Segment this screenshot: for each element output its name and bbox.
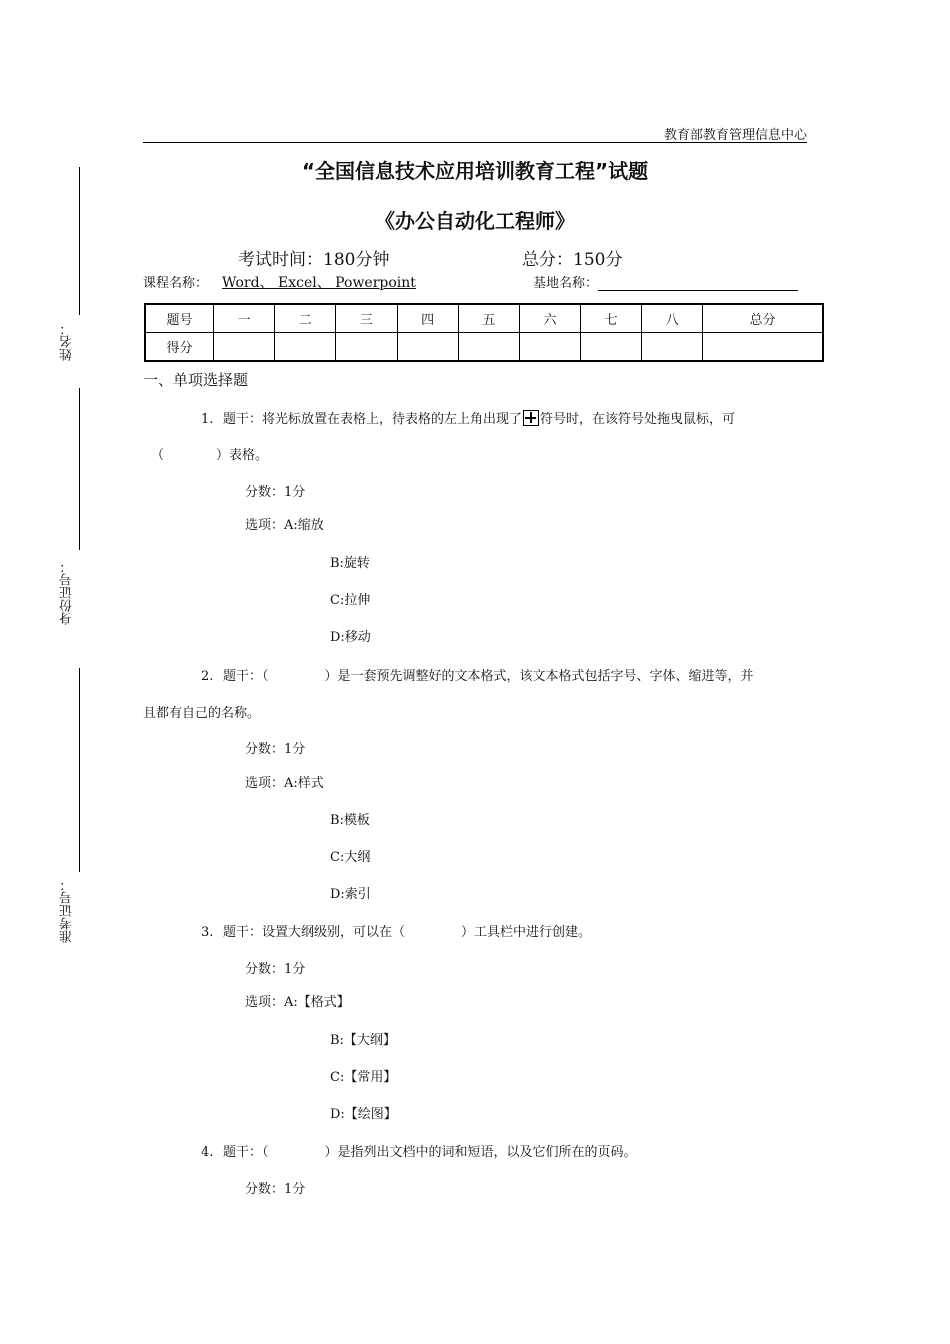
score-cell bbox=[703, 333, 823, 362]
section-title: 一、单项选择题 bbox=[143, 371, 249, 389]
option-c: C:大纲 bbox=[330, 850, 371, 865]
margin-id-label: 身份证号： bbox=[60, 560, 75, 625]
exam-subtitle: 《办公自动化工程师》 bbox=[375, 209, 575, 233]
options-label: 选项： bbox=[245, 518, 285, 533]
question-options bbox=[245, 991, 350, 1010]
question-options bbox=[245, 514, 324, 533]
base-name-blank bbox=[598, 276, 798, 291]
question-3-stem bbox=[201, 921, 591, 940]
question-stem-text: 题干：（ bbox=[223, 1145, 269, 1160]
table-header-cell: 七 bbox=[581, 304, 642, 333]
score-table-header-row bbox=[145, 304, 823, 333]
table-header-cell: 题号 bbox=[145, 304, 214, 333]
score-table-score-row bbox=[145, 333, 823, 362]
question-2-stem bbox=[201, 665, 754, 684]
table-header-cell: 二 bbox=[275, 304, 336, 333]
score-cell bbox=[581, 333, 642, 362]
table-header-cell: 一 bbox=[214, 304, 275, 333]
option-c: C:拉伸 bbox=[330, 593, 371, 608]
question-stem-text: 题干：设置大纲级别，可以在（ bbox=[223, 925, 406, 940]
option-b: B:【大纲】 bbox=[330, 1033, 396, 1048]
course-name-label: 课程名称： bbox=[143, 276, 209, 291]
exam-total-score: 总分：150分 bbox=[522, 250, 623, 270]
margin-exam-id-label: 准考证号： bbox=[60, 878, 75, 943]
option-d: D:移动 bbox=[330, 630, 371, 645]
margin-line bbox=[79, 167, 80, 315]
margin-line bbox=[79, 668, 80, 872]
option-d: D:【绘图】 bbox=[330, 1107, 397, 1122]
question-score: 分数：1分 bbox=[245, 962, 306, 977]
option-d: D:索引 bbox=[330, 887, 371, 902]
header-organization: 教育部教育管理信息中心 bbox=[663, 128, 807, 143]
table-header-cell: 总分 bbox=[703, 304, 823, 333]
score-cell bbox=[336, 333, 397, 362]
question-1-stem bbox=[201, 408, 735, 427]
course-name-value: Word、 Excel、 Powerpoint bbox=[222, 275, 416, 291]
base-name-label: 基地名称： bbox=[533, 276, 599, 291]
exam-time: 考试时间：180分钟 bbox=[238, 250, 390, 270]
question-number: 1. bbox=[201, 412, 214, 427]
question-stem-text: ）是指列出文档中的词和短语，以及它们所在的页码。 bbox=[324, 1145, 637, 1160]
question-stem-text: 题干：将光标放置在表格上，待表格的左上角出现了 bbox=[223, 412, 523, 427]
table-move-handle-icon bbox=[523, 410, 539, 426]
question-stem-continuation: 且都有自己的名称。 bbox=[143, 706, 261, 721]
option-a: A:【格式】 bbox=[284, 995, 350, 1010]
question-stem-text: ）工具栏中进行创建。 bbox=[461, 925, 592, 940]
header-rule bbox=[143, 142, 807, 143]
course-name-field bbox=[143, 272, 430, 292]
question-score: 分数：1分 bbox=[245, 485, 306, 500]
question-stem-continuation: （ ）表格。 bbox=[151, 448, 269, 463]
option-a: A:缩放 bbox=[284, 518, 324, 533]
options-label: 选项： bbox=[245, 995, 285, 1010]
table-header-cell: 六 bbox=[519, 304, 580, 333]
score-cell bbox=[519, 333, 580, 362]
question-number: 3. bbox=[201, 925, 214, 940]
margin-name-label: 姓名： bbox=[60, 322, 75, 361]
question-stem-text: 题干：（ bbox=[223, 669, 269, 684]
score-cell bbox=[275, 333, 336, 362]
question-number: 2. bbox=[201, 669, 214, 684]
question-score: 分数：1分 bbox=[245, 742, 306, 757]
score-cell bbox=[642, 333, 703, 362]
score-row-label: 得分 bbox=[145, 333, 214, 362]
score-table bbox=[144, 303, 824, 362]
option-b: B:旋转 bbox=[330, 556, 370, 571]
option-a: A:样式 bbox=[284, 776, 324, 791]
score-cell bbox=[214, 333, 275, 362]
question-stem-text: ）是一套预先调整好的文本格式，该文本格式包括字号、字体、缩进等，并 bbox=[324, 669, 754, 684]
exam-title: “全国信息技术应用培训教育工程”试题 bbox=[301, 159, 649, 183]
score-cell bbox=[397, 333, 458, 362]
options-label: 选项： bbox=[245, 776, 285, 791]
question-number: 4. bbox=[201, 1145, 214, 1160]
table-header-cell: 八 bbox=[642, 304, 703, 333]
table-header-cell: 三 bbox=[336, 304, 397, 333]
question-options bbox=[245, 772, 324, 791]
table-header-cell: 五 bbox=[458, 304, 519, 333]
base-name-field bbox=[533, 272, 798, 291]
score-cell bbox=[458, 333, 519, 362]
question-stem-text: 符号时，在该符号处拖曳鼠标，可 bbox=[540, 412, 736, 427]
option-c: C:【常用】 bbox=[330, 1070, 397, 1085]
margin-line bbox=[79, 388, 80, 550]
table-header-cell: 四 bbox=[397, 304, 458, 333]
question-4-stem bbox=[201, 1141, 637, 1160]
question-score: 分数：1分 bbox=[245, 1182, 306, 1197]
option-b: B:模板 bbox=[330, 813, 370, 828]
